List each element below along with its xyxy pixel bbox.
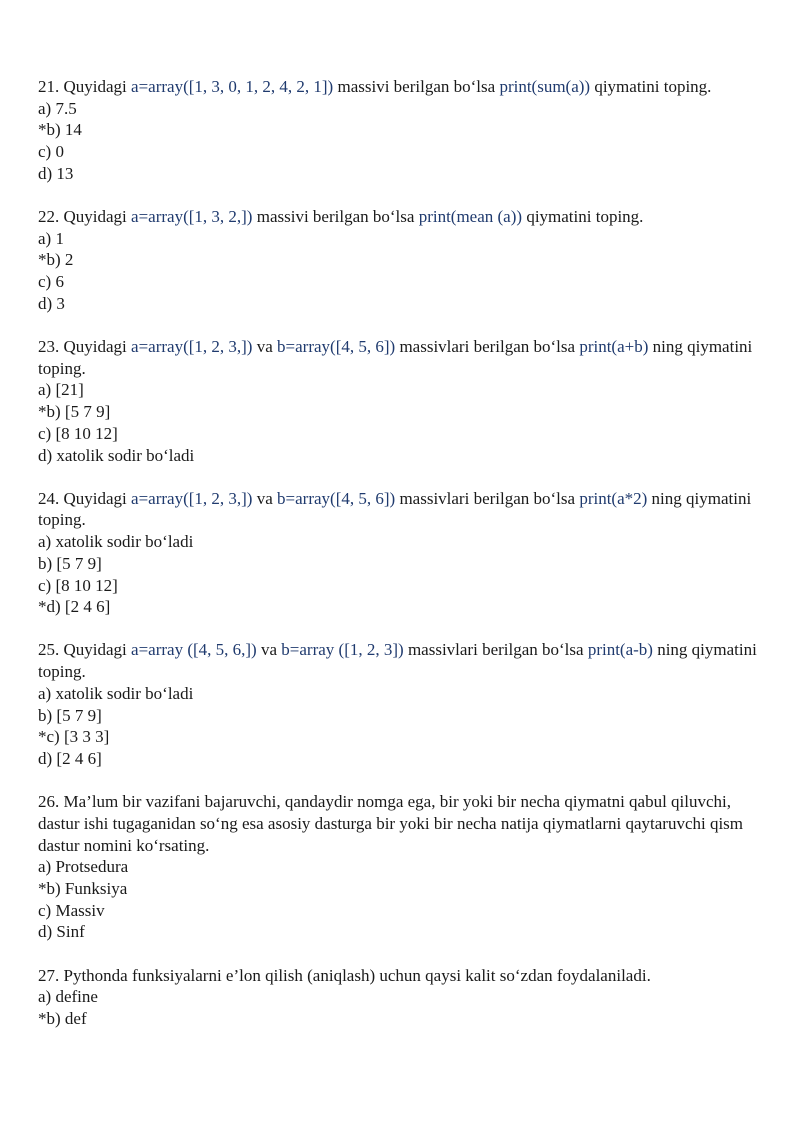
- question-text-segment: 23. Quyidagi: [38, 337, 132, 357]
- answer-option: b) [5 7 9]: [38, 705, 102, 725]
- answer-option: *b) def: [38, 1009, 87, 1029]
- question-text: [38, 639, 760, 682]
- question-text: [38, 76, 760, 98]
- question-text: [38, 791, 760, 856]
- answer-option: b) [5 7 9]: [38, 553, 102, 573]
- answer-option: *b) 2: [38, 250, 74, 270]
- question-text-segment: massivlari berilgan bo‘lsa: [395, 488, 580, 508]
- code-snippet: print(sum(a)): [499, 77, 591, 96]
- code-snippet: b=array ([1, 2, 3]): [281, 640, 404, 660]
- answer-option: *b) 14: [38, 120, 82, 140]
- answer-option: c) [8 10 12]: [38, 423, 118, 443]
- answer-option: a) xatolik sodir bo‘ladi: [38, 683, 194, 703]
- question-text-segment: 21. Quyidagi: [38, 77, 132, 96]
- code-snippet: print(a+b): [579, 337, 649, 357]
- question-text-segment: 24. Quyidagi: [38, 488, 132, 508]
- question-text-segment: massivlari berilgan bo‘lsa: [395, 337, 580, 357]
- question-text: [38, 206, 760, 228]
- question-block: [38, 965, 760, 1030]
- question-text-segment: 26. Ma’lum bir vazifani bajaruvchi, qandaydir nomga ega, bir yoki bir necha qiymatni qabul qiluvchi, dastur ishi tugaganidan so‘ng esa asosiy dasturga bir yoki bir necha natija qiymatlarni qaytaruvchi qism dastur nomini ko‘rsating.: [38, 792, 744, 855]
- answer-option: d) 13: [38, 163, 74, 183]
- question-text-segment: va: [256, 640, 282, 660]
- question-block: [38, 791, 760, 943]
- question-text-segment: va: [252, 488, 278, 508]
- answer-option: d) Sinf: [38, 922, 85, 942]
- answer-option: a) [21]: [38, 380, 84, 400]
- answer-option: c) [8 10 12]: [38, 575, 118, 595]
- question-text-segment: qiymatini toping.: [522, 207, 644, 227]
- answer-option: d) 3: [38, 293, 65, 313]
- code-snippet: b=array([4, 5, 6]): [277, 337, 396, 357]
- answer-option: *b) [5 7 9]: [38, 402, 111, 422]
- code-snippet: print(mean (a)): [418, 207, 523, 227]
- question-text-segment: ning qiymatini toping.: [38, 488, 752, 530]
- question-text: [38, 965, 760, 987]
- question-text-segment: massivlari berilgan bo‘lsa: [403, 640, 588, 660]
- question-text-segment: va: [252, 337, 278, 357]
- question-text-segment: massivi berilgan bo‘lsa: [333, 77, 500, 96]
- code-snippet: a=array([1, 3, 0, 1, 2, 4, 2, 1]): [131, 77, 334, 96]
- code-snippet: print(a-b): [587, 640, 653, 660]
- question-text-segment: 25. Quyidagi: [38, 640, 132, 660]
- question-text: [38, 336, 760, 379]
- answer-option: *c) [3 3 3]: [38, 727, 110, 747]
- answer-option: d) [2 4 6]: [38, 748, 102, 768]
- question-block: [38, 336, 760, 466]
- code-snippet: a=array([1, 3, 2,]): [131, 207, 253, 227]
- answer-option: c) Massiv: [38, 900, 105, 920]
- code-snippet: print(a*2): [579, 488, 648, 508]
- answer-option: a) Protsedura: [38, 857, 129, 877]
- question-text-segment: 27. Pythonda funksiyalarni e’lon qilish (aniqlash) uchun qaysi kalit so‘zdan foydalaniladi.: [38, 965, 651, 985]
- answer-option: a) 1: [38, 228, 64, 248]
- code-snippet: a=array([1, 2, 3,]): [131, 488, 253, 508]
- answer-option: a) 7.5: [38, 98, 77, 118]
- answer-option: *d) [2 4 6]: [38, 597, 111, 617]
- answer-option: d) xatolik sodir bo‘ladi: [38, 445, 195, 465]
- question-text-segment: ning qiymatini toping.: [38, 337, 753, 378]
- question-text-segment: 22. Quyidagi: [38, 207, 132, 227]
- code-snippet: a=array([1, 2, 3,]): [131, 337, 253, 357]
- answer-option: *b) Funksiya: [38, 879, 128, 898]
- question-block: [38, 639, 760, 769]
- question-text-segment: massivi berilgan bo‘lsa: [252, 207, 419, 227]
- answer-option: a) xatolik sodir bo‘ladi: [38, 532, 194, 552]
- question-block: [38, 206, 760, 315]
- answer-option: c) 0: [38, 142, 64, 162]
- question-block: [38, 488, 760, 618]
- answer-option: c) 6: [38, 272, 64, 292]
- question-text-segment: qiymatini toping.: [590, 77, 712, 96]
- code-snippet: a=array ([4, 5, 6,]): [131, 640, 257, 660]
- question-text-segment: ning qiymatini toping.: [38, 640, 757, 682]
- code-snippet: b=array([4, 5, 6]): [277, 488, 396, 508]
- answer-option: a) define: [38, 987, 98, 1007]
- question-text: [38, 488, 760, 531]
- question-block: [38, 76, 760, 185]
